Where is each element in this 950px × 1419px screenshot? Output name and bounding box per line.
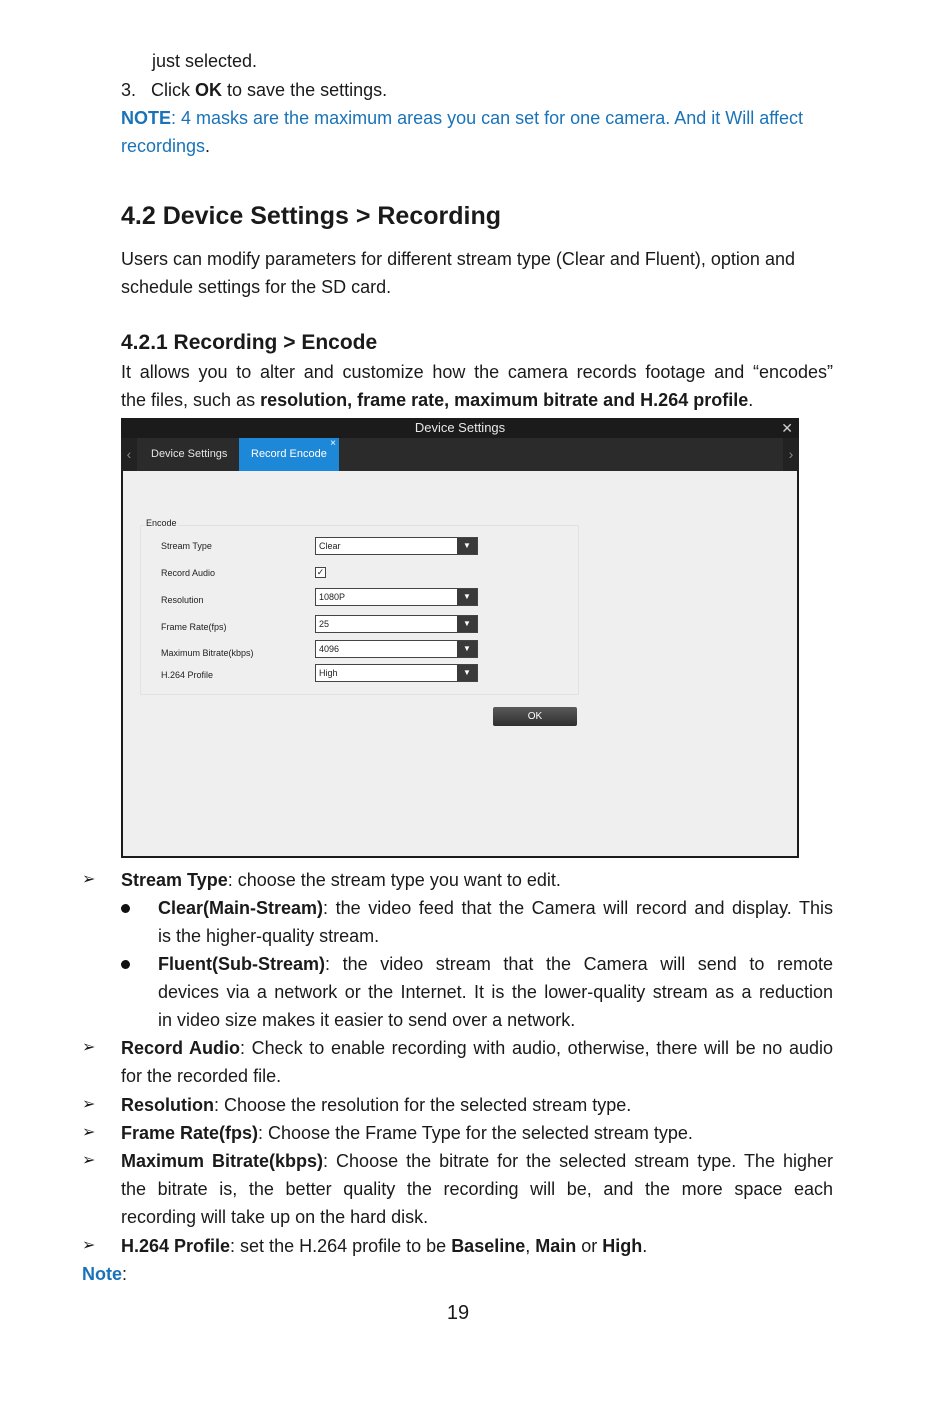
maximum-bitrate-label: Maximum Bitrate(kbps): [161, 648, 254, 658]
resolution-value: 1080P: [319, 592, 346, 602]
chevron-down-icon: ▼: [457, 589, 477, 605]
maximum-bitrate-select[interactable]: [315, 640, 478, 658]
chevron-down-icon: ▼: [457, 538, 477, 554]
record-audio-item-line-1: Record Audio: Check to enable recording with audio, otherwise, there will be no audio: [121, 1038, 833, 1058]
record-audio-item-line-2: for the recorded file.: [121, 1066, 282, 1086]
encode-group-title: Encode: [146, 518, 177, 528]
tab-close-icon[interactable]: ×: [330, 438, 336, 449]
encode-panel: [123, 471, 797, 856]
step-3: 3. Click OK to save the settings.: [121, 80, 388, 100]
frame-rate-select[interactable]: [315, 615, 478, 633]
arrow-bullet-icon: ➢: [82, 1152, 96, 1169]
chevron-down-icon: ▼: [457, 616, 477, 632]
subsection-line-2: the files, such as resolution, frame rate, maximum bitrate and H.264 profile.: [121, 390, 754, 410]
scroll-left-icon[interactable]: ‹: [121, 438, 137, 471]
arrow-bullet-icon: ➢: [82, 1096, 96, 1113]
resolution-item: Resolution: Choose the resolution for the selected stream type.: [121, 1095, 632, 1115]
maximum-bitrate-value: 4096: [319, 644, 340, 654]
scroll-right-icon[interactable]: ›: [783, 438, 799, 471]
note-line-1: NOTE: 4 masks are the maximum areas you can set for one camera. And it Will affect: [121, 108, 803, 128]
h264-profile-label: H.264 Profile: [161, 670, 214, 680]
bitrate-item-line-3: recording will take up on the hard disk.: [121, 1207, 429, 1227]
arrow-bullet-icon: ➢: [82, 1039, 96, 1056]
window-title: Device Settings: [414, 420, 506, 435]
stream-type-select[interactable]: [315, 537, 478, 555]
frame-rate-item: Frame Rate(fps): Choose the Frame Type for the selected stream type.: [121, 1123, 693, 1143]
arrow-bullet-icon: ➢: [82, 1237, 96, 1254]
fluent-stream-line-3: in video size makes it easier to send over a network.: [158, 1010, 576, 1030]
device-settings-window: [121, 418, 799, 858]
ok-button[interactable]: OK: [493, 707, 577, 726]
fluent-stream-line-2: devices via a network or the Internet. It is the lower-quality stream as a reduction: [158, 982, 833, 1002]
resolution-select[interactable]: [315, 588, 478, 606]
bitrate-item-line-2: the bitrate is, the better quality the recording will be, and the more space each: [121, 1179, 833, 1199]
dot-bullet-icon: [121, 904, 130, 913]
dot-bullet-icon: [121, 960, 130, 969]
clear-stream-line-2: is the higher-quality stream.: [158, 926, 380, 946]
h264-profile-value: High: [319, 668, 338, 678]
subsection-heading: 4.2.1 Recording > Encode: [121, 331, 378, 354]
section-paragraph-line-1: Users can modify parameters for different stream type (Clear and Fluent), option and: [121, 249, 795, 269]
page-number: 19: [446, 1302, 470, 1324]
intro-line: just selected.: [152, 51, 258, 71]
tab-record-encode[interactable]: [239, 438, 339, 471]
arrow-bullet-icon: ➢: [82, 1124, 96, 1141]
frame-rate-label: Frame Rate(fps): [161, 622, 227, 632]
fluent-stream-line-1: Fluent(Sub-Stream): the video stream that the Camera will send to remote: [158, 954, 833, 974]
clear-stream-line-1: Clear(Main-Stream): the video feed that the Camera will record and display. This: [158, 898, 833, 918]
chevron-down-icon: ▼: [457, 641, 477, 657]
stream-type-item: Stream Type: choose the stream type you want to edit.: [121, 870, 561, 890]
h264-profile-select[interactable]: [315, 664, 478, 682]
record-audio-label: Record Audio: [161, 568, 216, 578]
section-paragraph-line-2: schedule settings for the SD card.: [121, 277, 392, 297]
tab-record-encode-label: Record Encode: [251, 448, 327, 460]
h264-profile-item: H.264 Profile: set the H.264 profile to be Baseline, Main or High.: [121, 1236, 648, 1256]
note-footer: Note:: [82, 1264, 128, 1284]
tab-bar: [121, 438, 799, 471]
bitrate-item-line-1: Maximum Bitrate(kbps): Choose the bitrate for the selected stream type. The higher: [121, 1151, 833, 1171]
subsection-line-1: It allows you to alter and customize how the camera records footage and “encodes”: [121, 362, 833, 382]
section-heading: 4.2 Device Settings > Recording: [121, 202, 501, 230]
note-line-2: recordings.: [121, 136, 211, 156]
record-audio-checkbox[interactable]: ✓: [316, 567, 325, 577]
frame-rate-value: 25: [319, 619, 330, 629]
stream-type-value: Clear: [319, 541, 341, 551]
resolution-label: Resolution: [161, 595, 204, 605]
arrow-bullet-icon: ➢: [82, 871, 96, 888]
chevron-down-icon: ▼: [457, 665, 477, 681]
close-icon[interactable]: ✕: [781, 420, 793, 436]
stream-type-label: Stream Type: [161, 541, 212, 551]
tab-device-settings[interactable]: Device Settings: [151, 448, 228, 460]
